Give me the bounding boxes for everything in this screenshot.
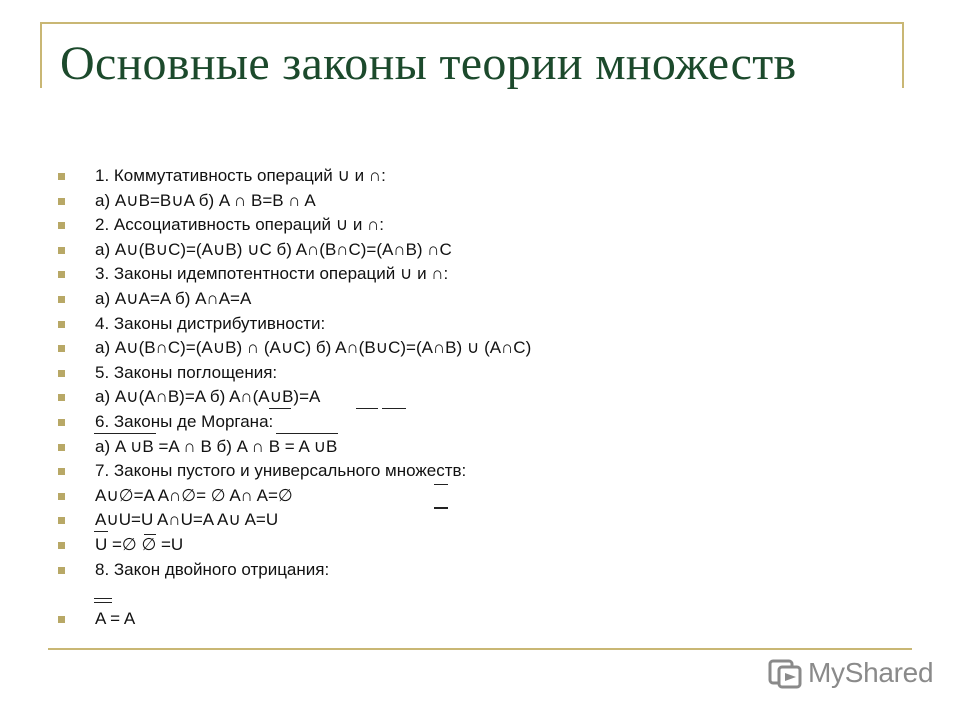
bullet-icon [58, 567, 65, 574]
bullet-icon [58, 468, 65, 475]
list-item-text: а) A∪(B∩C)=(A∪B) ∩ (A∪C) б) A∩(B∪C)=(A∩B) ∪ (A∩C) [95, 338, 532, 358]
list-item [58, 335, 918, 360]
list-item [58, 384, 918, 409]
complement-overline [356, 408, 378, 409]
list-item [58, 188, 918, 213]
bullet-icon [58, 493, 65, 500]
list-item-text: 3. Законы идемпотентности операций ∪ и ∩: [95, 264, 449, 284]
watermark [768, 655, 933, 691]
bullet-icon [58, 296, 65, 303]
bullet-icon [58, 198, 65, 205]
bullet-icon [58, 517, 65, 524]
bullet-icon [58, 370, 65, 377]
bullet-icon [58, 616, 65, 623]
list-item [58, 483, 918, 508]
list-item-text: 4. Законы дистрибутивности: [95, 313, 326, 333]
list-item-text: а) A∪B=B∪A б) A ∩ B=B ∩ A [95, 190, 316, 210]
complement-overline [94, 433, 156, 434]
frame-bottom-line [48, 648, 912, 650]
list-item [58, 532, 918, 557]
list-item-text: 6. Законы де Моргана: [95, 411, 274, 431]
frame-top-line [40, 22, 904, 24]
list-item [58, 212, 918, 237]
list-item [58, 409, 918, 434]
watermark-text: MyShared [808, 657, 934, 688]
list-item [58, 606, 918, 631]
complement-overline [94, 602, 112, 603]
bullet-list [58, 163, 918, 630]
complement-overline [382, 408, 406, 409]
complement-overline [276, 433, 338, 434]
frame-right-line [902, 22, 904, 88]
list-item [58, 507, 918, 532]
list-item [58, 434, 918, 459]
list-item [58, 557, 918, 582]
bullet-icon [58, 173, 65, 180]
bullet-icon [58, 271, 65, 278]
bullet-icon [58, 321, 65, 328]
list-item [58, 311, 918, 336]
list-item [58, 581, 918, 606]
bullet-icon [58, 222, 65, 229]
bullet-icon [58, 394, 65, 401]
list-item-text: U =∅ ∅ =U [95, 534, 184, 554]
list-item-text: 7. Законы пустого и универсального множеств: [95, 461, 467, 481]
bullet-icon [58, 419, 65, 426]
complement-overline [434, 507, 448, 508]
list-item-text: A∪U=U A∩U=A A∪ A=U [95, 510, 279, 530]
myshared-logo-icon [768, 655, 804, 691]
bullet-icon [58, 542, 65, 549]
list-item [58, 261, 918, 286]
list-item-text: а) A ∪B =A ∩ B б) A ∩ B = A ∪B [95, 436, 338, 456]
bullet-icon [58, 444, 65, 451]
list-item-text: 8. Закон двойного отрицания: [95, 559, 330, 579]
list-item-text: A∪∅=A A∩∅= ∅ A∩ A=∅ [95, 485, 293, 505]
complement-overline [94, 531, 108, 532]
list-item [58, 286, 918, 311]
complement-overline [144, 534, 156, 535]
complement-overline [94, 598, 112, 599]
list-item-text: A = A [95, 608, 136, 628]
list-item-text: 2. Ассоциативность операций ∪ и ∩: [95, 215, 385, 235]
list-item-text: 1. Коммутативность операций ∪ и ∩: [95, 166, 386, 185]
complement-overline [269, 408, 291, 409]
list-item [58, 237, 918, 262]
list-item [58, 163, 918, 188]
slide-title: Основные законы теории множеств [60, 37, 797, 90]
list-item-text: а) A∪A=A б) A∩A=A [95, 288, 252, 308]
list-item-text: а) A∪(B∪C)=(A∪B) ∪C б) A∩(B∩C)=(A∩B) ∩C [95, 239, 452, 259]
bullet-icon [58, 345, 65, 352]
list-item [58, 458, 918, 483]
list-item-text: а) A∪(A∩B)=A б) A∩(A∪B)=A [95, 387, 321, 407]
frame-left-line [40, 22, 42, 88]
complement-overline [434, 484, 448, 485]
bullet-icon [58, 247, 65, 254]
list-item [58, 360, 918, 385]
list-item-text: 5. Законы поглощения: [95, 362, 278, 382]
